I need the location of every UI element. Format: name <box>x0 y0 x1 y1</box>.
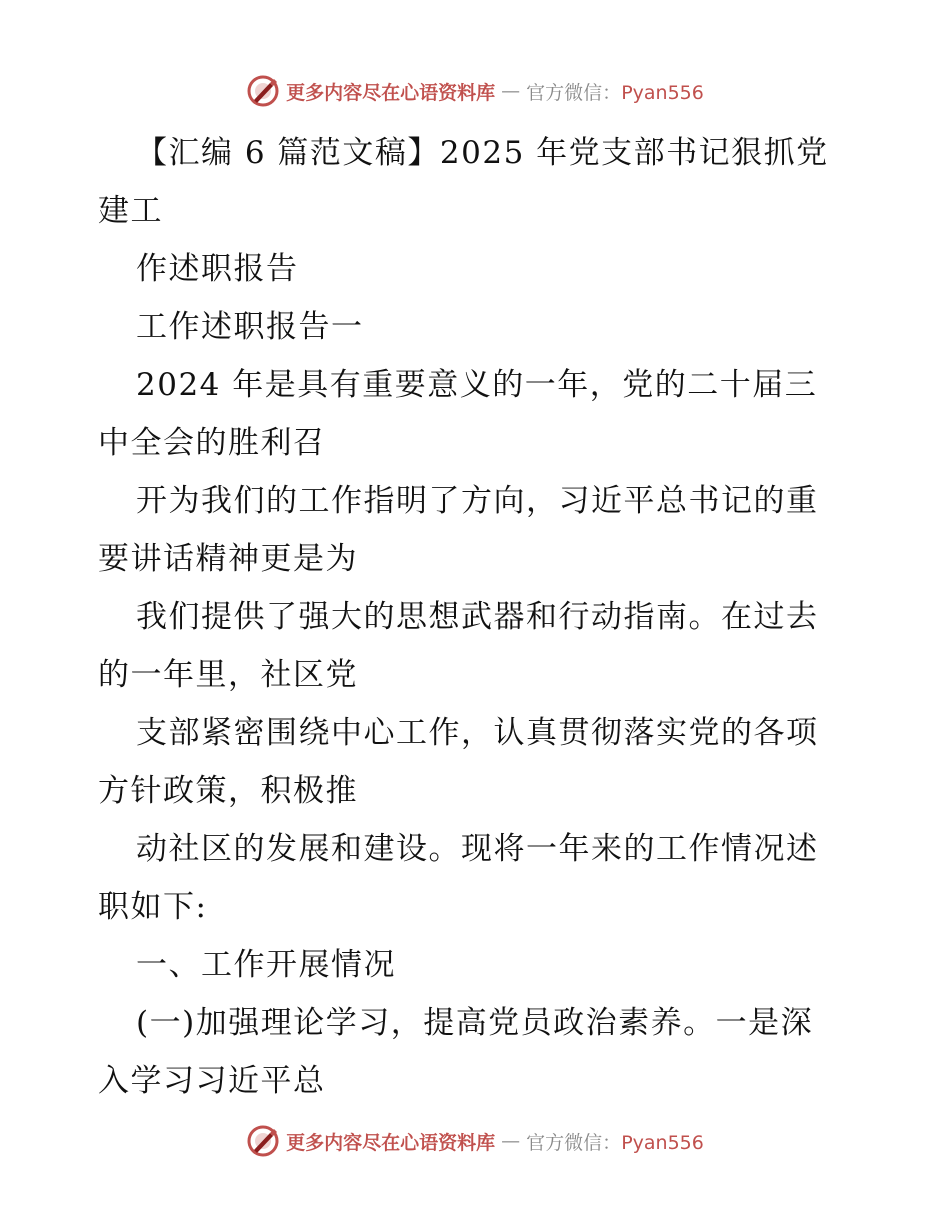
watermark-title: 更多内容尽在心语资料库 <box>286 1131 496 1154</box>
text-line: 一、工作开展情况 <box>136 947 396 983</box>
pen-seal-logo-icon <box>246 74 280 108</box>
text-line: 动社区的发展和建设。现将一年来的工作情况述 <box>136 831 819 867</box>
watermark-separator: — <box>501 1130 521 1152</box>
watermark-contact-id: Pyan556 <box>621 1131 704 1154</box>
text-line: (一)加强理论学习，提高党员政治素养。一是深 <box>136 1005 814 1041</box>
pen-seal-logo-icon <box>246 1124 280 1158</box>
text-line: 建工 <box>98 193 163 229</box>
document-body <box>98 124 856 1110</box>
text-line: 我们提供了强大的思想武器和行动指南。在过去 <box>136 599 819 635</box>
text-line: 方针政策，积极推 <box>98 773 358 809</box>
watermark-contact-label: 官方微信： <box>526 81 622 104</box>
watermark-header <box>0 74 950 108</box>
text-line: 的一年里，社区党 <box>98 657 358 693</box>
watermark-contact-label: 官方微信： <box>526 1131 622 1154</box>
text-line: 入学习习近平总 <box>98 1063 326 1099</box>
text-line: 【汇编 6 篇范文稿】2025 年党支部书记狠抓党 <box>136 135 829 171</box>
watermark-footer <box>0 1124 950 1158</box>
text-line: 要讲话精神更是为 <box>98 541 358 577</box>
text-line: 中全会的胜利召 <box>98 425 326 461</box>
watermark-title: 更多内容尽在心语资料库 <box>286 81 496 104</box>
text-line: 作述职报告 <box>136 251 299 287</box>
watermark-contact-id: Pyan556 <box>621 81 704 104</box>
text-line: 工作述职报告一 <box>136 309 364 345</box>
watermark-contact <box>526 78 704 105</box>
text-line: 2024 年是具有重要意义的一年，党的二十届三 <box>136 367 818 403</box>
text-line: 支部紧密围绕中心工作，认真贯彻落实党的各项 <box>136 715 819 751</box>
watermark-separator: — <box>501 80 521 102</box>
watermark-contact <box>526 1128 704 1155</box>
text-line: 开为我们的工作指明了方向，习近平总书记的重 <box>136 483 819 519</box>
text-line: 职如下: <box>98 889 208 925</box>
